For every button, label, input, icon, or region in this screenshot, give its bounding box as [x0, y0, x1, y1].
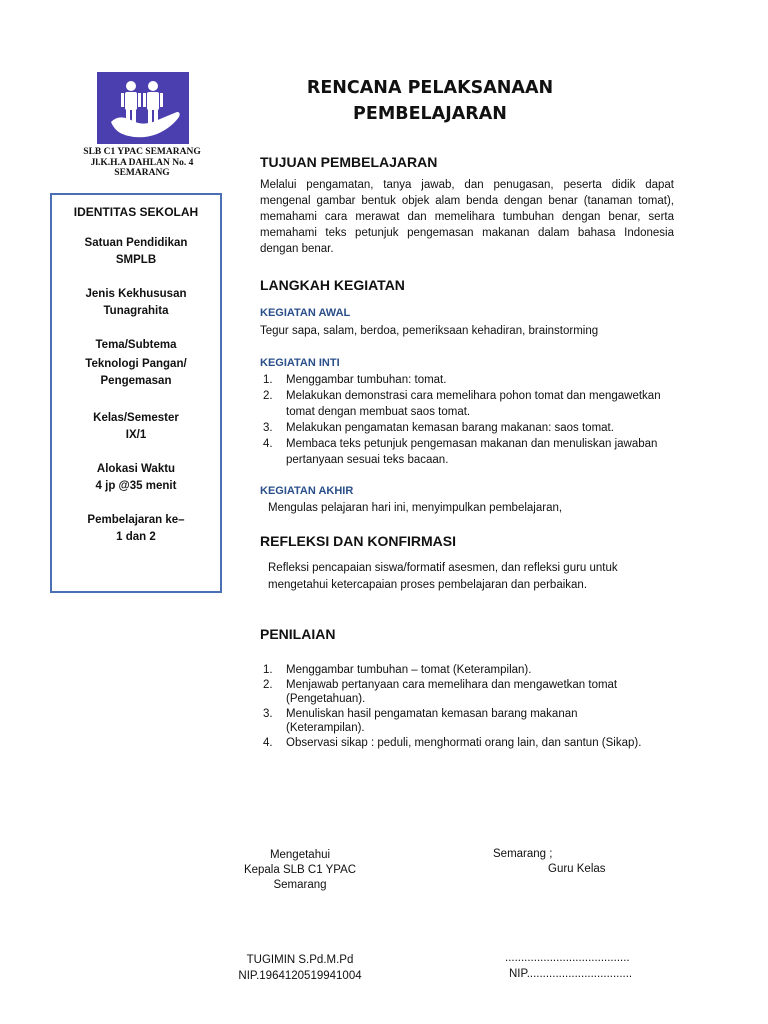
sign-text: Kepala SLB C1 YPAC — [243, 864, 357, 876]
identity-value: 1 dan 2 — [116, 531, 156, 543]
list-item: 2. Melakukan demonstrasi cara memelihara pohon tomat dan mengawetkan tomat dengan membuat saos tomat. — [263, 390, 661, 418]
identity-heading: IDENTITAS SEKOLAH — [73, 205, 199, 219]
identity-value: IX/1 — [125, 429, 147, 441]
identity-value: SMPLB — [115, 254, 157, 266]
teacher-name: ....................................... — [505, 952, 630, 964]
title-line: PEMBELAJARAN — [353, 104, 507, 124]
kegiatan-inti-list — [260, 372, 674, 468]
signature-left — [230, 848, 370, 893]
identity-label: Tema/Subtema — [95, 339, 177, 351]
page-title — [248, 75, 612, 127]
kegiatan-inti-label: KEGIATAN INTI — [260, 357, 340, 369]
school-city: SEMARANG — [114, 168, 170, 178]
school-logo — [97, 72, 189, 144]
signature-left-name — [210, 952, 390, 984]
tujuan-heading: TUJUAN PEMBELAJARAN — [260, 154, 438, 170]
tujuan-text: Melalui pengamatan, tanya jawab, dan penugasan, peserta didik dapat mengenal gambar bentuk objek alam benda dengan benar (tanaman tomat), memahami cara merawat dan memelihara tumbuhan dengan benar, serta memahami teks petunjuk pengemasan makanan dalam bahasa Indonesia dengan benar. — [260, 179, 674, 255]
school-address: Jl.K.H.A DAHLAN No. 4 — [90, 157, 194, 168]
sign-text: Mengetahui — [269, 849, 331, 861]
penilaian-heading: PENILAIAN — [260, 626, 336, 642]
sign-role: Guru Kelas — [548, 863, 606, 875]
title-line: RENCANA PELAKSANAAN — [306, 78, 554, 98]
identity-box — [50, 193, 222, 593]
langkah-heading: LANGKAH KEGIATAN — [260, 277, 405, 293]
identity-label: Alokasi Waktu — [96, 463, 176, 475]
identity-label: Kelas/Semester — [93, 412, 179, 424]
refleksi-heading: REFLEKSI DAN KONFIRMASI — [260, 533, 456, 549]
school-name: SLB C1 YPAC SEMARANG — [83, 147, 201, 157]
refleksi-text: Refleksi pencapaian siswa/formatif asesmen, dan refleksi guru untuk mengetahui ketercapaian proses pembelajaran dan perbaikan. — [268, 562, 618, 591]
sign-text: Semarang — [273, 879, 327, 891]
identity-label: Pembelajaran ke– — [87, 514, 185, 526]
principal-name: TUGIMIN S.Pd.M.Pd — [246, 954, 354, 966]
kegiatan-awal-text: Tegur sapa, salam, berdoa, pemeriksaan kehadiran, brainstorming — [260, 325, 599, 337]
identity-label: Jenis Kekhususan — [85, 288, 187, 300]
list-item: 4. Observasi sikap : peduli, menghormati orang lain, dan santun (Sikap). — [263, 736, 642, 749]
list-item: 4. Membaca teks petunjuk pengemasan makanan dan menuliskan jawaban pertanyaan sesuai teks bacaan. — [263, 438, 658, 466]
school-info — [62, 147, 222, 179]
principal-nip: NIP.1964120519941004 — [238, 970, 362, 982]
identity-value: Teknologi Pangan/ Pengemasan — [85, 358, 187, 387]
list-item: 1. Menggambar tumbuhan – tomat (Keterampilan). — [263, 664, 532, 676]
identity-value: 4 jp @35 menit — [95, 480, 177, 492]
list-item: 3. Menuliskan hasil pengamatan kemasan barang makanan (Keterampilan). — [263, 707, 578, 734]
identity-value: Tunagrahita — [103, 305, 169, 317]
kegiatan-awal-label: KEGIATAN AWAL — [260, 307, 351, 319]
list-item: 1. Menggambar tumbuhan: tomat. — [263, 374, 447, 386]
kegiatan-akhir-text: Mengulas pelajaran hari ini, menyimpulkan pembelajaran, — [268, 502, 563, 514]
sign-place: Semarang ; — [493, 848, 553, 860]
kegiatan-akhir-label: KEGIATAN AKHIR — [260, 485, 354, 497]
list-item: 2. Menjawab pertanyaan cara memelihara dan mengawetkan tomat (Pengetahuan). — [263, 678, 618, 705]
teacher-nip: NIP................................. — [509, 968, 633, 980]
penilaian-list — [260, 663, 652, 750]
list-item: 3. Melakukan pengamatan kemasan barang makanan: saos tomat. — [263, 422, 614, 434]
identity-label: Satuan Pendidikan — [84, 237, 188, 249]
